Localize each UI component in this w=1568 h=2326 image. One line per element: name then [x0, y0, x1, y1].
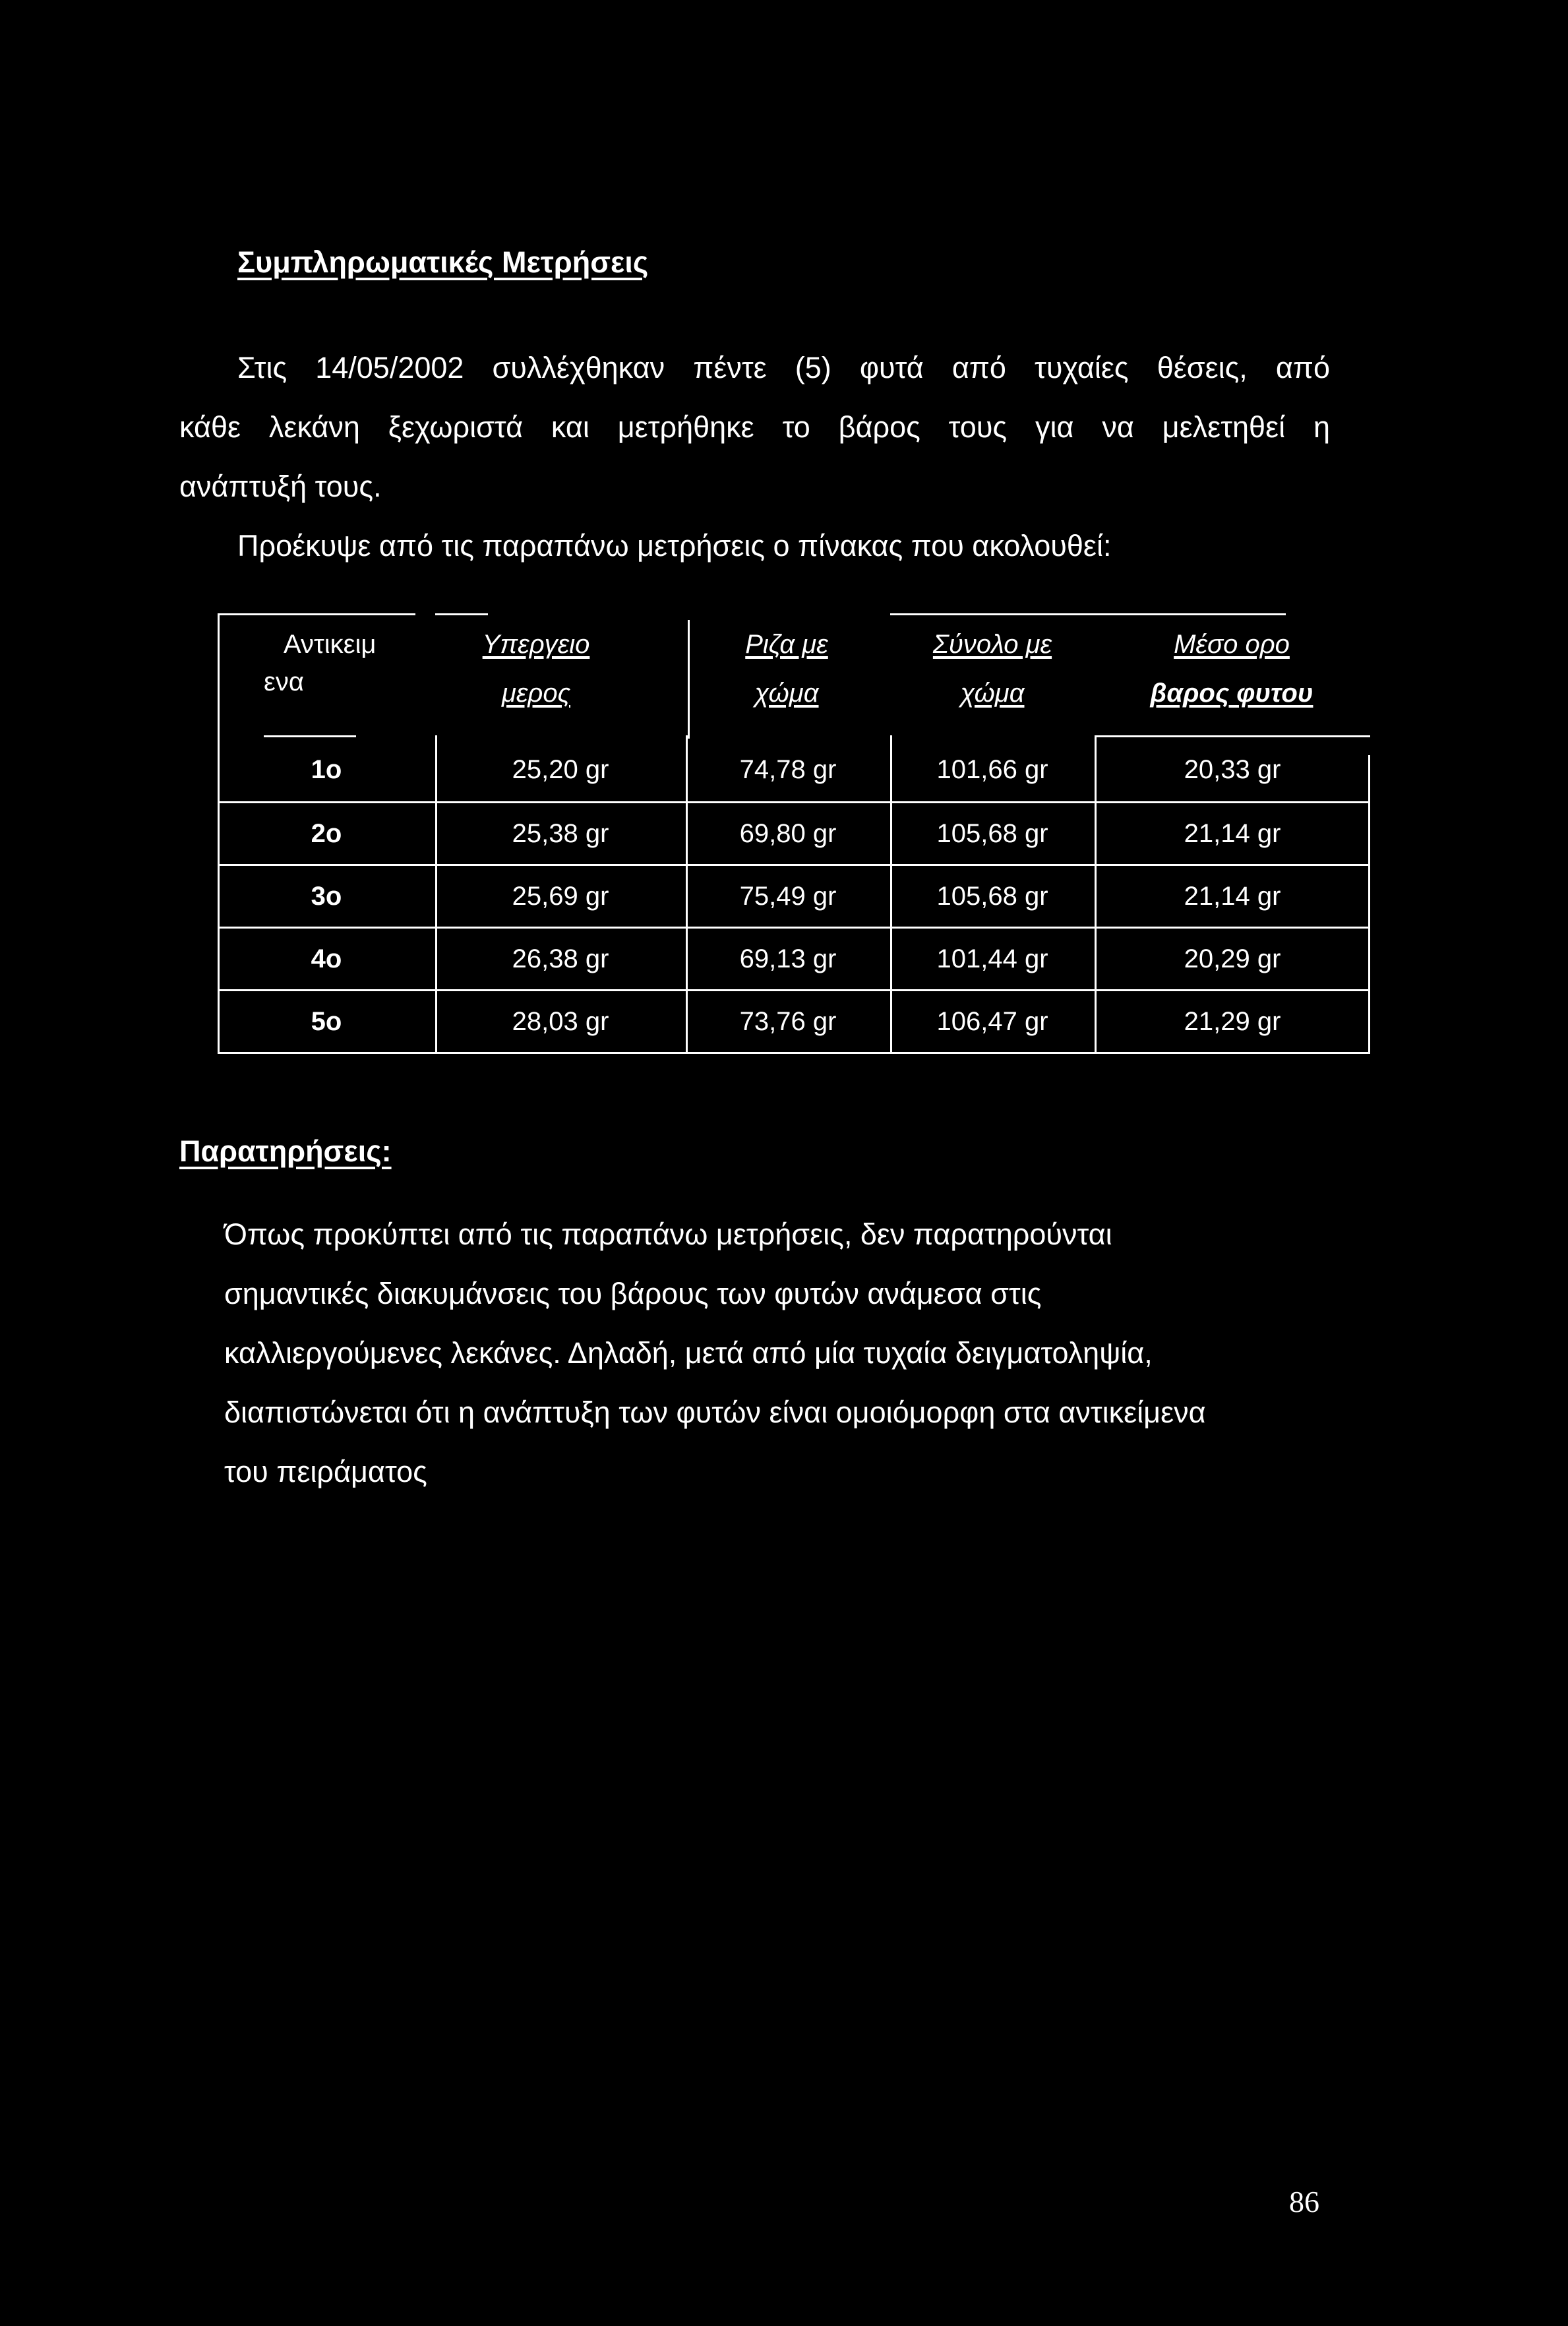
remarks-line: Όπως προκύπτει από τις παραπάνω μετρήσεις, δεν παρατηρούνται	[224, 1217, 1112, 1251]
header-objects-line1: Αντικειμ	[284, 630, 377, 659]
intro-line: κάθε λεκάνη ξεχωριστά και μετρήθηκε το βάρος τους για να μελετηθεί η	[179, 410, 1330, 444]
table-border	[264, 735, 356, 737]
measurements-table	[218, 613, 1370, 1054]
intro-line: ανάπτυξή τους.	[179, 470, 382, 503]
header-total-soil-line1: Σύνολο με	[932, 630, 1052, 659]
cell-above-ground: 25,69 gr	[512, 882, 609, 911]
cell-mean-weight: 20,29 gr	[1184, 944, 1281, 973]
table-border	[1095, 735, 1370, 737]
cell-root-soil: 73,76 gr	[739, 1007, 837, 1036]
table-border	[435, 613, 488, 615]
remarks-line: σημαντικές διακυμάνσεις του βάρους των φυτών ανάμεσα στις	[224, 1277, 1042, 1310]
header-objects-line2: ενα	[264, 667, 304, 696]
row-label: 3ο	[311, 882, 342, 911]
header-total-soil	[890, 620, 1095, 718]
cell-root-soil: 75,49 gr	[739, 882, 837, 911]
header-mean-weight-line1: Μέσο ορο	[1174, 630, 1290, 659]
cell-total-soil: 101,44 gr	[936, 944, 1048, 973]
header-mean-weight	[1095, 620, 1369, 718]
cell-root-soil: 69,80 gr	[739, 819, 837, 848]
table-border	[218, 613, 415, 615]
header-objects	[264, 620, 422, 695]
table-row	[218, 739, 1370, 801]
section-title: Συμπληρωματικές Μετρήσεις	[237, 245, 649, 279]
cell-root-soil: 69,13 gr	[739, 944, 837, 973]
row-label: 4ο	[311, 944, 342, 973]
remarks-line: καλλιεργούμενες λεκάνες. Δηλαδή, μετά από μία τυχαία δειγματοληψία,	[224, 1336, 1153, 1370]
header-total-soil-line2: χώμα	[960, 679, 1025, 708]
header-root-soil-line1: Ριζα με	[745, 630, 828, 659]
table-row	[218, 803, 1370, 865]
remarks-title: Παρατηρήσεις:	[179, 1134, 392, 1168]
cell-above-ground: 25,38 gr	[512, 819, 609, 848]
remarks-line: του πειράματος	[224, 1455, 427, 1488]
table-border	[688, 620, 690, 739]
row-label: 2ο	[311, 819, 342, 848]
cell-mean-weight: 20,33 gr	[1184, 755, 1281, 784]
table-border	[890, 613, 1286, 615]
cell-total-soil: 101,66 gr	[936, 755, 1048, 784]
intro-result-line: Προέκυψε από τις παραπάνω μετρήσεις ο πίνακας που ακολουθεί:	[237, 529, 1112, 563]
page-number: 86	[1289, 2185, 1319, 2219]
cell-mean-weight: 21,14 gr	[1184, 882, 1281, 911]
cell-total-soil: 105,68 gr	[936, 819, 1048, 848]
cell-total-soil: 105,68 gr	[936, 882, 1048, 911]
header-root-soil	[686, 620, 888, 718]
remarks-paragraph	[224, 1205, 1345, 1502]
intro-line: Στις 14/05/2002 συλλέχθηκαν πέντε (5) φυτά από τυχαίες θέσεις, από	[237, 351, 1330, 384]
cell-above-ground: 25,20 gr	[512, 755, 609, 784]
row-label: 5ο	[311, 1007, 342, 1036]
cell-root-soil: 74,78 gr	[739, 755, 837, 784]
header-above-ground-line2: μερος	[501, 679, 571, 708]
cell-mean-weight: 21,14 gr	[1184, 819, 1281, 848]
cell-above-ground: 28,03 gr	[512, 1007, 609, 1036]
cell-above-ground: 26,38 gr	[512, 944, 609, 973]
cell-total-soil: 106,47 gr	[936, 1007, 1048, 1036]
header-root-soil-line2: χώμα	[754, 679, 819, 708]
table-row	[218, 928, 1370, 990]
header-mean-weight-line2: βαρος φυτου	[1150, 679, 1313, 708]
header-above-ground	[435, 620, 637, 718]
remarks-line: διαπιστώνεται ότι η ανάπτυξη των φυτών είναι ομοιόμορφη στα αντικείμενα	[224, 1395, 1206, 1429]
table-row	[218, 865, 1370, 927]
row-label: 1ο	[311, 755, 342, 784]
cell-mean-weight: 21,29 gr	[1184, 1007, 1281, 1036]
table-row	[218, 991, 1370, 1053]
header-above-ground-line1: Υπεργειο	[482, 630, 590, 659]
intro-paragraph	[179, 338, 1330, 576]
